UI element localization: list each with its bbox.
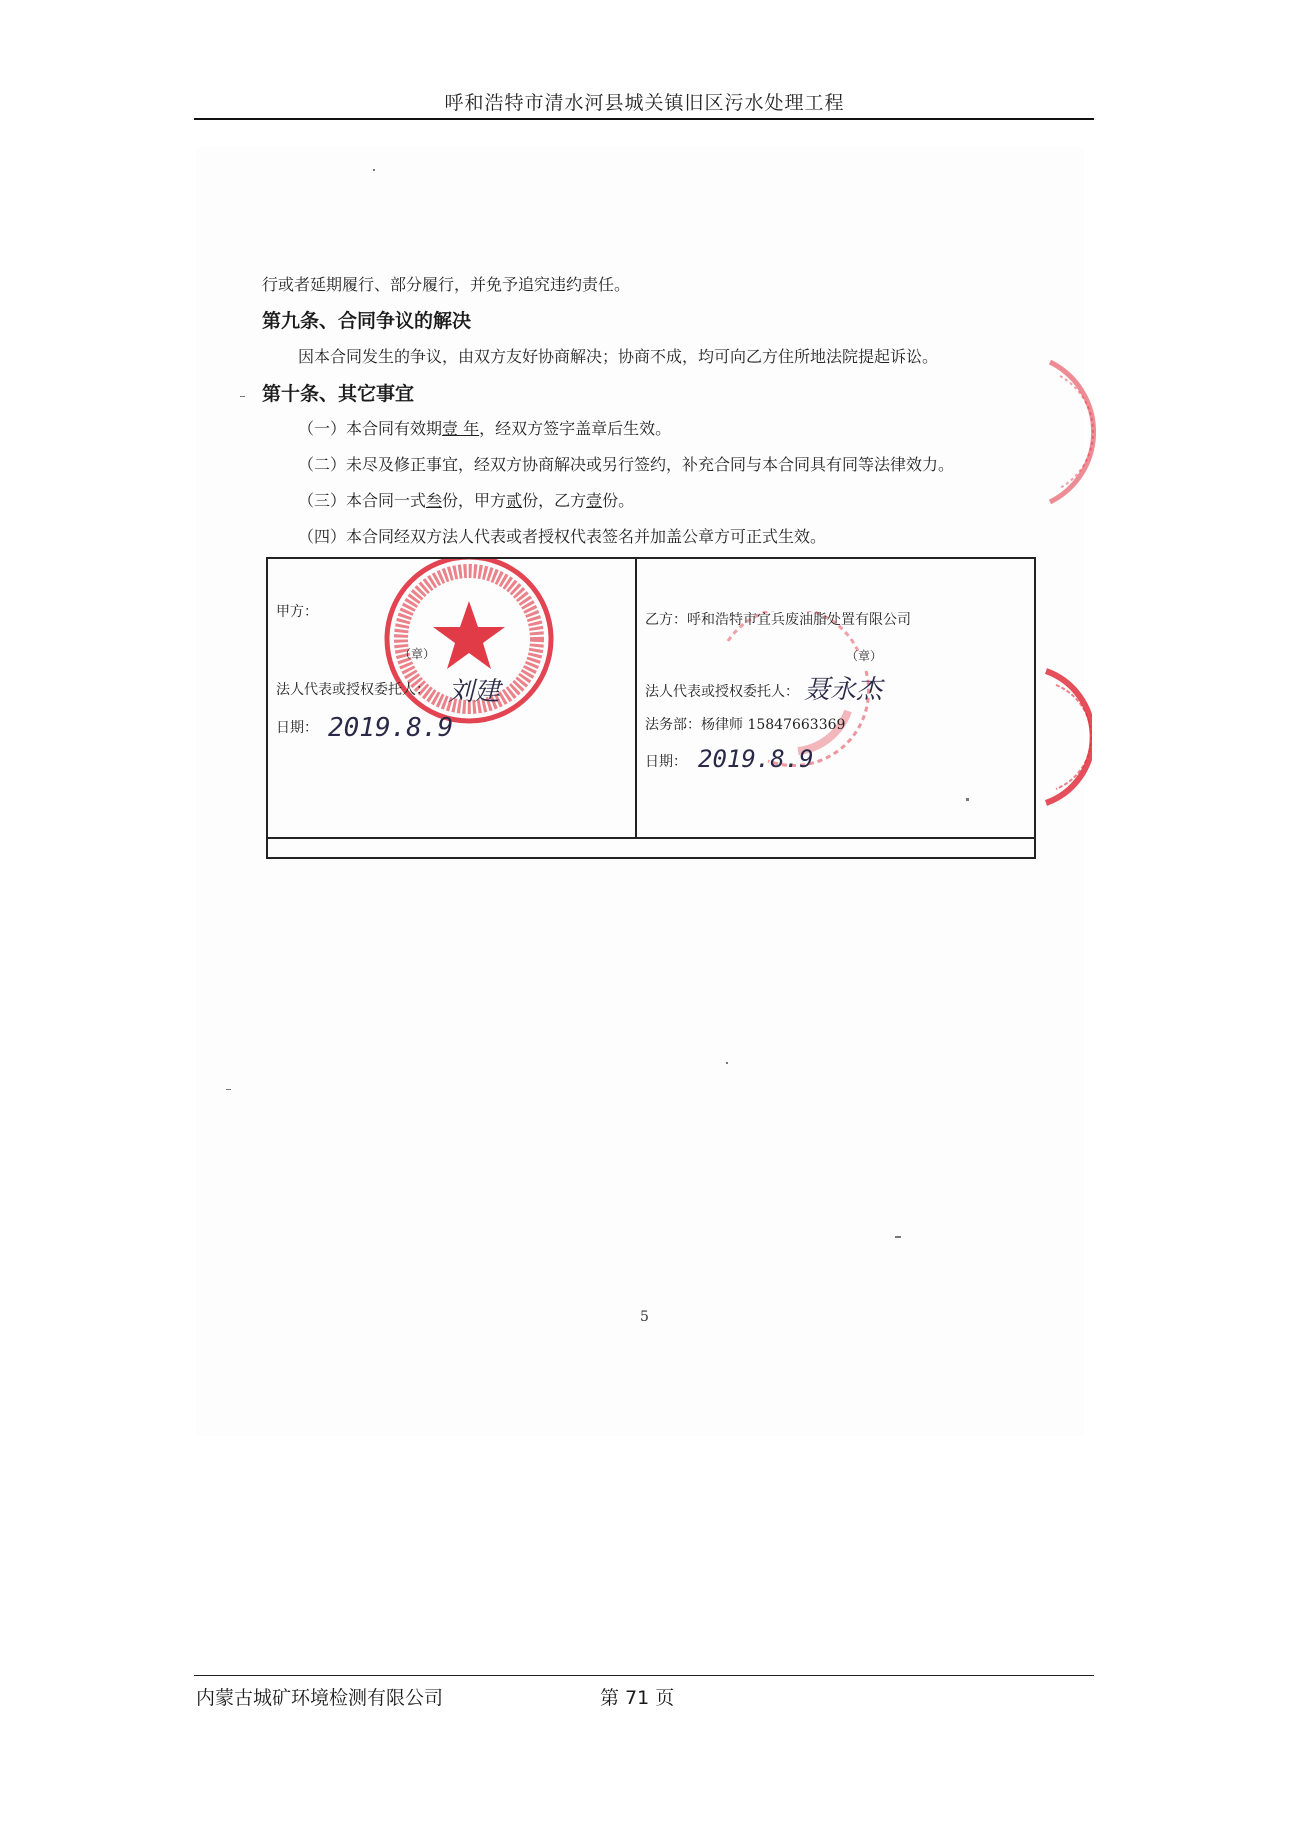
party-a-rep-signature: 刘建 <box>448 677 501 707</box>
contract-text-continuation: 行或者延期履行、部分履行，并免予追究违约责任。 <box>262 275 631 294</box>
footer-rule <box>194 1675 1094 1676</box>
party-b-date-handwritten: 2019.8.9 <box>698 745 814 773</box>
clause-3-copies-b: 壹 <box>586 491 603 510</box>
party-b-legal-contact: 杨律师 15847663369 <box>701 717 846 733</box>
clause-3-part-2: 份，甲方 <box>442 491 507 510</box>
party-a-label: 甲方： <box>276 604 318 620</box>
clause-3-part-1: （三）本合同一式 <box>298 491 427 510</box>
scan-speck <box>726 1062 728 1064</box>
clause-3-part-3: 份，乙方 <box>522 491 587 510</box>
party-b-label-line <box>645 609 911 629</box>
footer-page-number: 第 71 页 <box>600 1687 675 1709</box>
page-header-title: 呼和浩特市清水河县城关镇旧区污水处理工程 <box>444 92 845 114</box>
scan-speck <box>240 396 245 397</box>
party-a-date-handwritten: 2019.8.9 <box>328 713 454 743</box>
footer-company: 内蒙古城矿环境检测有限公司 <box>196 1687 444 1709</box>
table-bottom-rule <box>268 837 1034 839</box>
party-a-rep-label: 法人代表或授权委托人： <box>276 682 430 698</box>
scan-speck <box>226 1089 231 1090</box>
header-rule <box>194 118 1094 120</box>
clause-3-copies-a: 贰 <box>506 491 523 510</box>
party-b-date-label: 日期： <box>645 754 687 770</box>
party-a-date-label: 日期： <box>276 720 318 736</box>
clause-1 <box>298 416 671 439</box>
clause-1-prefix: （一）本合同有效期 <box>298 419 443 438</box>
party-b-rep-signature: 聂永杰 <box>804 675 883 705</box>
party-b-rep-label: 法人代表或授权委托人： <box>645 684 799 700</box>
clause-2: （二）未尽及修正事宜，经双方协商解决或另行签约，补充合同与本合同具有同等法律效力。 <box>298 455 955 474</box>
partial-seal-stamp <box>1046 352 1096 512</box>
article-9-heading: 第九条、合同争议的解决 <box>262 310 472 332</box>
table-column-divider <box>635 559 637 837</box>
signature-table <box>266 557 1036 859</box>
scan-speck <box>373 169 375 171</box>
party-a-seal-mark: （章） <box>399 647 436 661</box>
clause-1-suffix: ，经双方签字盖章后生效。 <box>479 419 672 438</box>
party-b-seal-mark: （章） <box>846 649 883 663</box>
party-b-label: 乙方： <box>645 612 687 628</box>
scan-speck <box>895 1236 901 1238</box>
clause-1-term: 壹 年 <box>442 419 480 438</box>
scanned-page-number: 5 <box>640 1309 649 1325</box>
clause-4: （四）本合同经双方法人代表或者授权代表签名并加盖公章方可正式生效。 <box>298 527 827 546</box>
party-b-legal-label: 法务部： <box>645 717 701 733</box>
party-b-legal-line <box>645 714 845 734</box>
clause-3-copies-total: 叁 <box>426 491 443 510</box>
article-10-heading: 第十条、其它事宜 <box>262 383 415 405</box>
clause-3-part-4: 份。 <box>602 491 635 510</box>
article-9-text: 因本合同发生的争议，由双方友好协商解决；协商不成，均可向乙方住所地法院提起诉讼。 <box>298 347 939 366</box>
partial-seal-stamp <box>1040 667 1092 807</box>
party-b-company-name: 呼和浩特市宜兵废油脂处置有限公司 <box>687 612 911 628</box>
clause-3 <box>298 488 634 511</box>
